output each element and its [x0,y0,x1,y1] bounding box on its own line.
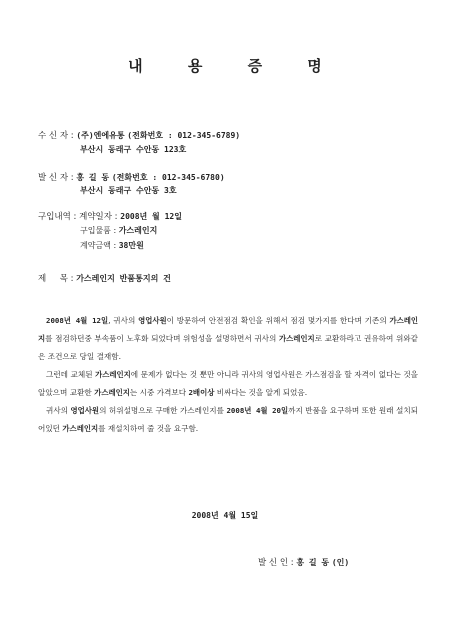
signature-seal: (인) [331,558,350,567]
text-run: 이 방문하여 안전점검 확인을 위해서 점검 몇가지를 한다며 기존의 [166,316,390,325]
signature-name: 홍 길 동 [296,558,330,567]
emphasis-run: 2배이상 [188,388,215,397]
signature-label: 발 신 인 : [258,558,294,568]
purchase-label: 구입내역 : [38,212,77,222]
text-run: , 귀사의 [108,316,139,325]
text-run: 그런데 교체된 [46,370,96,379]
sender-phone: (전화번호 : 012-345-6780) [111,173,225,182]
text-run: 를 재설치하여 줄 것을 요구함. [98,424,199,433]
date-phrase: 2008년 4월 12일 [46,316,109,325]
signature-line [258,556,349,568]
purchase-line [38,210,182,222]
purchase-item-line [80,225,157,236]
body-paragraph [38,312,418,366]
text-run: 를 점검하던중 부속품이 노후화 되었다며 위험성을 설명하면서 귀사의 [45,334,279,343]
text-run: 로 교환하라고 권유하여 위와같은 조건으로 당일 결재함. [38,334,418,361]
document-date: 2008년 4월 15일 [191,511,259,520]
emphasis-run: 가스레인지 [95,370,131,379]
text-run: 는 시중 가격보다 [129,388,189,397]
text-run: 귀사의 [46,406,71,415]
recipient-address: 부산시 동래구 수안동 123호 [80,145,187,154]
purchase-amount-value: 38만원 [118,241,144,250]
text-run: 에 문제가 없다는 것 뿐만 아니라 귀사의 영업사원은 가스점검을 할 자격이 없다는 것을 알았으며 교환한 [38,370,418,397]
sender-line [38,171,225,183]
subject-label: 제 목 : [38,274,74,284]
recipient-label: 수 신 자 : [38,131,74,141]
date-phrase: 2008년 4월 20일 [226,406,289,415]
body-text [38,312,418,438]
body-paragraph [38,402,418,438]
text-run: 까지 반품을 요구하며 또한 원래 설치되어있던 [38,406,419,433]
emphasis-run: 가스레인지 [279,334,315,343]
purchase-amount-key: 계약금액 : [80,241,117,250]
purchase-item-value: 가스레인지 [118,226,158,235]
purchase-item-key: 구입물품 : [80,226,117,235]
recipient-line [38,129,240,141]
text-run: 의 허위설명으로 구매한 가스레인지를 [99,406,227,415]
subject-line [38,272,171,284]
document-title: 내 용 증 명 [128,57,342,75]
emphasis-run: 영업사원 [70,406,100,415]
recipient-name: (주)엔에유통 [76,131,125,140]
emphasis-run: 가스레인지 [94,388,130,397]
purchase-date-value: 2008년 월 12일 [120,212,182,221]
emphasis-run: 가스레인지 [38,316,418,343]
emphasis-run: 가스레인지 [62,424,99,433]
recipient-phone: (전화번호 : 012-345-6789) [127,131,241,140]
sender-address: 부산시 동래구 수안동 3호 [80,186,177,195]
sender-name: 홍 길 동 [76,173,110,182]
subject-value: 가스레인지 반품통지의 건 [76,274,171,283]
purchase-amount-line [80,240,144,251]
body-paragraph [38,366,418,402]
emphasis-run: 영업사원 [138,316,167,325]
purchase-date-key: 계약일자 : [79,212,118,222]
sender-label: 발 신 자 : [38,173,74,183]
text-run: 비싸다는 것을 알게 되었음. [214,388,308,397]
